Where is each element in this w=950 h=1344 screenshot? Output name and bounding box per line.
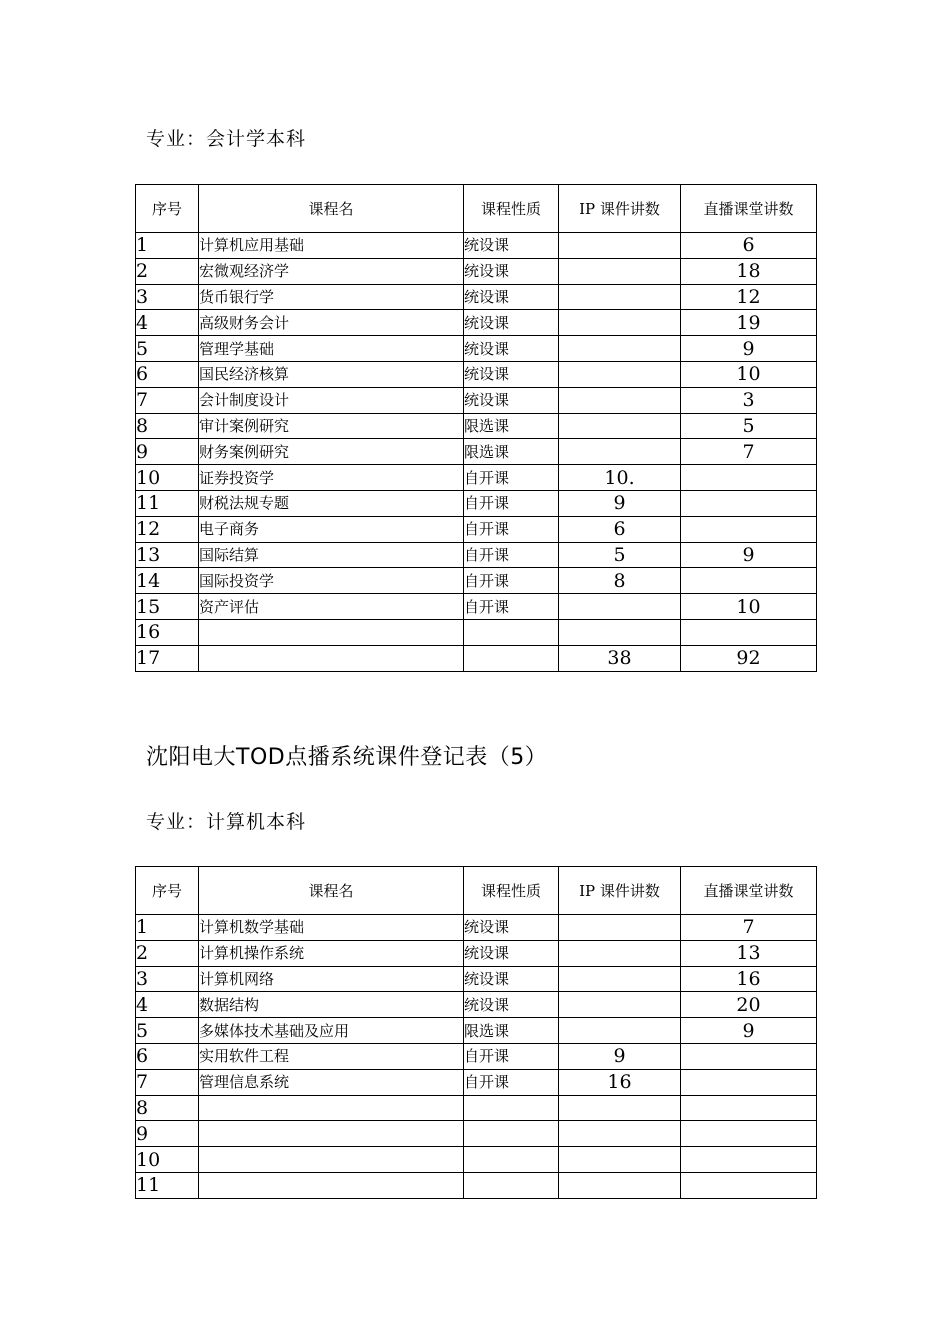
cell-course-name: 计算机应用基础 bbox=[199, 233, 464, 259]
cell-live-lectures: 9 bbox=[681, 1018, 817, 1044]
cell-course-name: 管理信息系统 bbox=[199, 1069, 464, 1095]
cell-serial: 2 bbox=[136, 940, 199, 966]
cell-course-name bbox=[199, 1147, 464, 1173]
course-table-accounting bbox=[135, 184, 817, 672]
table-row bbox=[136, 568, 817, 594]
cell-live-lectures bbox=[681, 465, 817, 491]
cell-course-type: 统设课 bbox=[464, 233, 559, 259]
cell-ip-lectures: 8 bbox=[559, 568, 681, 594]
cell-ip-lectures bbox=[559, 1147, 681, 1173]
section2-major: 专业：计算机本科 bbox=[146, 811, 307, 833]
cell-course-type: 统设课 bbox=[464, 940, 559, 966]
cell-live-lectures: 7 bbox=[681, 439, 817, 465]
cell-serial: 10 bbox=[136, 1147, 199, 1173]
cell-serial: 6 bbox=[136, 361, 199, 387]
cell-live-lectures bbox=[681, 1043, 817, 1069]
cell-serial: 15 bbox=[136, 594, 199, 620]
table-row bbox=[136, 542, 817, 568]
cell-serial: 12 bbox=[136, 516, 199, 542]
cell-course-name: 管理学基础 bbox=[199, 336, 464, 362]
table-row bbox=[136, 516, 817, 542]
cell-course-name: 财税法规专题 bbox=[199, 490, 464, 516]
table-row bbox=[136, 284, 817, 310]
cell-ip-lectures: 9 bbox=[559, 1043, 681, 1069]
table-row bbox=[136, 940, 817, 966]
cell-course-name bbox=[199, 1121, 464, 1147]
cell-course-name: 计算机数学基础 bbox=[199, 915, 464, 941]
table-header-row bbox=[136, 185, 817, 233]
cell-course-name: 财务案例研究 bbox=[199, 439, 464, 465]
cell-course-name: 货币银行学 bbox=[199, 284, 464, 310]
cell-serial: 11 bbox=[136, 490, 199, 516]
cell-live-lectures bbox=[681, 619, 817, 645]
cell-course-type: 自开课 bbox=[464, 465, 559, 491]
cell-serial: 7 bbox=[136, 1069, 199, 1095]
cell-course-type bbox=[464, 1121, 559, 1147]
table-row bbox=[136, 465, 817, 491]
cell-course-type: 自开课 bbox=[464, 1043, 559, 1069]
table-row bbox=[136, 1172, 817, 1198]
cell-live-lectures: 10 bbox=[681, 361, 817, 387]
cell-live-lectures bbox=[681, 568, 817, 594]
table-row bbox=[136, 1018, 817, 1044]
cell-serial: 9 bbox=[136, 1121, 199, 1147]
cell-ip-lectures bbox=[559, 594, 681, 620]
table-row bbox=[136, 439, 817, 465]
registration-form-title: 沈阳电大TOD点播系统课件登记表（5） bbox=[146, 745, 548, 770]
table-row bbox=[136, 233, 817, 259]
cell-course-type: 统设课 bbox=[464, 966, 559, 992]
cell-course-type: 统设课 bbox=[464, 387, 559, 413]
header-ip-lectures: IP 课件讲数 bbox=[559, 867, 681, 915]
table-row bbox=[136, 490, 817, 516]
cell-course-name: 电子商务 bbox=[199, 516, 464, 542]
cell-serial: 6 bbox=[136, 1043, 199, 1069]
cell-live-lectures: 10 bbox=[681, 594, 817, 620]
header-course-name: 课程名 bbox=[199, 867, 464, 915]
cell-live-lectures: 9 bbox=[681, 336, 817, 362]
table-row bbox=[136, 645, 817, 671]
cell-ip-lectures bbox=[559, 1121, 681, 1147]
cell-ip-lectures: 9 bbox=[559, 490, 681, 516]
cell-course-name bbox=[199, 1095, 464, 1121]
cell-course-name: 数据结构 bbox=[199, 992, 464, 1018]
header-course-name: 课程名 bbox=[199, 185, 464, 233]
cell-serial: 11 bbox=[136, 1172, 199, 1198]
table-row bbox=[136, 1043, 817, 1069]
cell-serial: 5 bbox=[136, 336, 199, 362]
cell-course-type bbox=[464, 1147, 559, 1173]
table-row bbox=[136, 594, 817, 620]
cell-serial: 3 bbox=[136, 284, 199, 310]
cell-ip-lectures: 5 bbox=[559, 542, 681, 568]
course-table-computer bbox=[135, 866, 817, 1199]
cell-ip-lectures bbox=[559, 336, 681, 362]
cell-ip-lectures bbox=[559, 387, 681, 413]
cell-live-lectures bbox=[681, 1172, 817, 1198]
cell-course-type: 自开课 bbox=[464, 1069, 559, 1095]
cell-live-lectures: 20 bbox=[681, 992, 817, 1018]
cell-ip-lectures bbox=[559, 619, 681, 645]
cell-serial: 9 bbox=[136, 439, 199, 465]
cell-ip-lectures bbox=[559, 915, 681, 941]
table-row bbox=[136, 361, 817, 387]
cell-ip-lectures bbox=[559, 1018, 681, 1044]
cell-ip-lectures bbox=[559, 284, 681, 310]
table-row bbox=[136, 992, 817, 1018]
cell-live-lectures bbox=[681, 1147, 817, 1173]
cell-ip-lectures bbox=[559, 361, 681, 387]
cell-course-name: 证券投资学 bbox=[199, 465, 464, 491]
cell-live-lectures: 18 bbox=[681, 258, 817, 284]
cell-course-name: 宏微观经济学 bbox=[199, 258, 464, 284]
section1-major: 专业：会计学本科 bbox=[146, 128, 307, 150]
cell-ip-lectures: 6 bbox=[559, 516, 681, 542]
cell-course-type: 自开课 bbox=[464, 542, 559, 568]
cell-serial: 16 bbox=[136, 619, 199, 645]
cell-serial: 8 bbox=[136, 413, 199, 439]
cell-course-type: 统设课 bbox=[464, 336, 559, 362]
cell-ip-lectures bbox=[559, 940, 681, 966]
cell-course-type: 统设课 bbox=[464, 361, 559, 387]
cell-serial: 1 bbox=[136, 233, 199, 259]
table-row bbox=[136, 1069, 817, 1095]
cell-serial: 4 bbox=[136, 992, 199, 1018]
cell-course-name: 资产评估 bbox=[199, 594, 464, 620]
cell-serial: 1 bbox=[136, 915, 199, 941]
cell-live-lectures: 3 bbox=[681, 387, 817, 413]
cell-ip-lectures bbox=[559, 258, 681, 284]
cell-course-type bbox=[464, 1172, 559, 1198]
cell-course-type: 统设课 bbox=[464, 915, 559, 941]
cell-course-name bbox=[199, 1172, 464, 1198]
cell-course-type: 自开课 bbox=[464, 594, 559, 620]
cell-live-lectures: 5 bbox=[681, 413, 817, 439]
table-row bbox=[136, 915, 817, 941]
cell-course-type: 限选课 bbox=[464, 1018, 559, 1044]
cell-course-type: 限选课 bbox=[464, 439, 559, 465]
cell-course-name: 会计制度设计 bbox=[199, 387, 464, 413]
cell-serial: 5 bbox=[136, 1018, 199, 1044]
cell-ip-lectures: 10. bbox=[559, 465, 681, 491]
table-row bbox=[136, 413, 817, 439]
header-course-type: 课程性质 bbox=[464, 185, 559, 233]
table-header-row bbox=[136, 867, 817, 915]
cell-serial: 7 bbox=[136, 387, 199, 413]
cell-live-lectures: 19 bbox=[681, 310, 817, 336]
cell-course-name: 计算机网络 bbox=[199, 966, 464, 992]
cell-course-name bbox=[199, 645, 464, 671]
table-row bbox=[136, 310, 817, 336]
cell-course-type: 统设课 bbox=[464, 258, 559, 284]
cell-live-lectures: 92 bbox=[681, 645, 817, 671]
header-live-lectures: 直播课堂讲数 bbox=[681, 867, 817, 915]
cell-serial: 2 bbox=[136, 258, 199, 284]
cell-course-name: 计算机操作系统 bbox=[199, 940, 464, 966]
cell-course-name: 国际结算 bbox=[199, 542, 464, 568]
cell-course-type: 自开课 bbox=[464, 568, 559, 594]
cell-ip-lectures: 38 bbox=[559, 645, 681, 671]
cell-course-type: 统设课 bbox=[464, 992, 559, 1018]
table-row bbox=[136, 387, 817, 413]
cell-ip-lectures bbox=[559, 1095, 681, 1121]
cell-live-lectures: 6 bbox=[681, 233, 817, 259]
header-live-lectures: 直播课堂讲数 bbox=[681, 185, 817, 233]
cell-course-name: 实用软件工程 bbox=[199, 1043, 464, 1069]
cell-course-type: 自开课 bbox=[464, 516, 559, 542]
cell-live-lectures bbox=[681, 516, 817, 542]
cell-course-name: 多媒体技术基础及应用 bbox=[199, 1018, 464, 1044]
header-course-type: 课程性质 bbox=[464, 867, 559, 915]
cell-course-type bbox=[464, 1095, 559, 1121]
cell-live-lectures: 9 bbox=[681, 542, 817, 568]
cell-live-lectures: 13 bbox=[681, 940, 817, 966]
cell-course-type: 统设课 bbox=[464, 284, 559, 310]
cell-course-name: 国民经济核算 bbox=[199, 361, 464, 387]
cell-ip-lectures bbox=[559, 439, 681, 465]
cell-course-type bbox=[464, 619, 559, 645]
header-serial: 序号 bbox=[136, 185, 199, 233]
cell-serial: 8 bbox=[136, 1095, 199, 1121]
cell-course-type: 限选课 bbox=[464, 413, 559, 439]
cell-serial: 3 bbox=[136, 966, 199, 992]
table-row bbox=[136, 619, 817, 645]
cell-live-lectures bbox=[681, 1121, 817, 1147]
table-row bbox=[136, 1147, 817, 1173]
header-serial: 序号 bbox=[136, 867, 199, 915]
cell-course-type bbox=[464, 645, 559, 671]
cell-course-type: 统设课 bbox=[464, 310, 559, 336]
cell-serial: 17 bbox=[136, 645, 199, 671]
cell-course-type: 自开课 bbox=[464, 490, 559, 516]
cell-serial: 10 bbox=[136, 465, 199, 491]
cell-course-name: 高级财务会计 bbox=[199, 310, 464, 336]
table-row bbox=[136, 1095, 817, 1121]
cell-serial: 13 bbox=[136, 542, 199, 568]
cell-live-lectures bbox=[681, 1095, 817, 1121]
cell-ip-lectures bbox=[559, 233, 681, 259]
header-ip-lectures: IP 课件讲数 bbox=[559, 185, 681, 233]
cell-serial: 14 bbox=[136, 568, 199, 594]
cell-ip-lectures bbox=[559, 1172, 681, 1198]
table-row bbox=[136, 336, 817, 362]
cell-ip-lectures bbox=[559, 310, 681, 336]
cell-ip-lectures bbox=[559, 413, 681, 439]
cell-live-lectures: 16 bbox=[681, 966, 817, 992]
table-row bbox=[136, 966, 817, 992]
cell-ip-lectures bbox=[559, 966, 681, 992]
table-row bbox=[136, 258, 817, 284]
table-row bbox=[136, 1121, 817, 1147]
cell-live-lectures bbox=[681, 490, 817, 516]
cell-ip-lectures bbox=[559, 992, 681, 1018]
cell-serial: 4 bbox=[136, 310, 199, 336]
cell-course-name: 国际投资学 bbox=[199, 568, 464, 594]
cell-live-lectures: 7 bbox=[681, 915, 817, 941]
cell-course-name: 审计案例研究 bbox=[199, 413, 464, 439]
cell-course-name bbox=[199, 619, 464, 645]
cell-ip-lectures: 16 bbox=[559, 1069, 681, 1095]
cell-live-lectures: 12 bbox=[681, 284, 817, 310]
cell-live-lectures bbox=[681, 1069, 817, 1095]
